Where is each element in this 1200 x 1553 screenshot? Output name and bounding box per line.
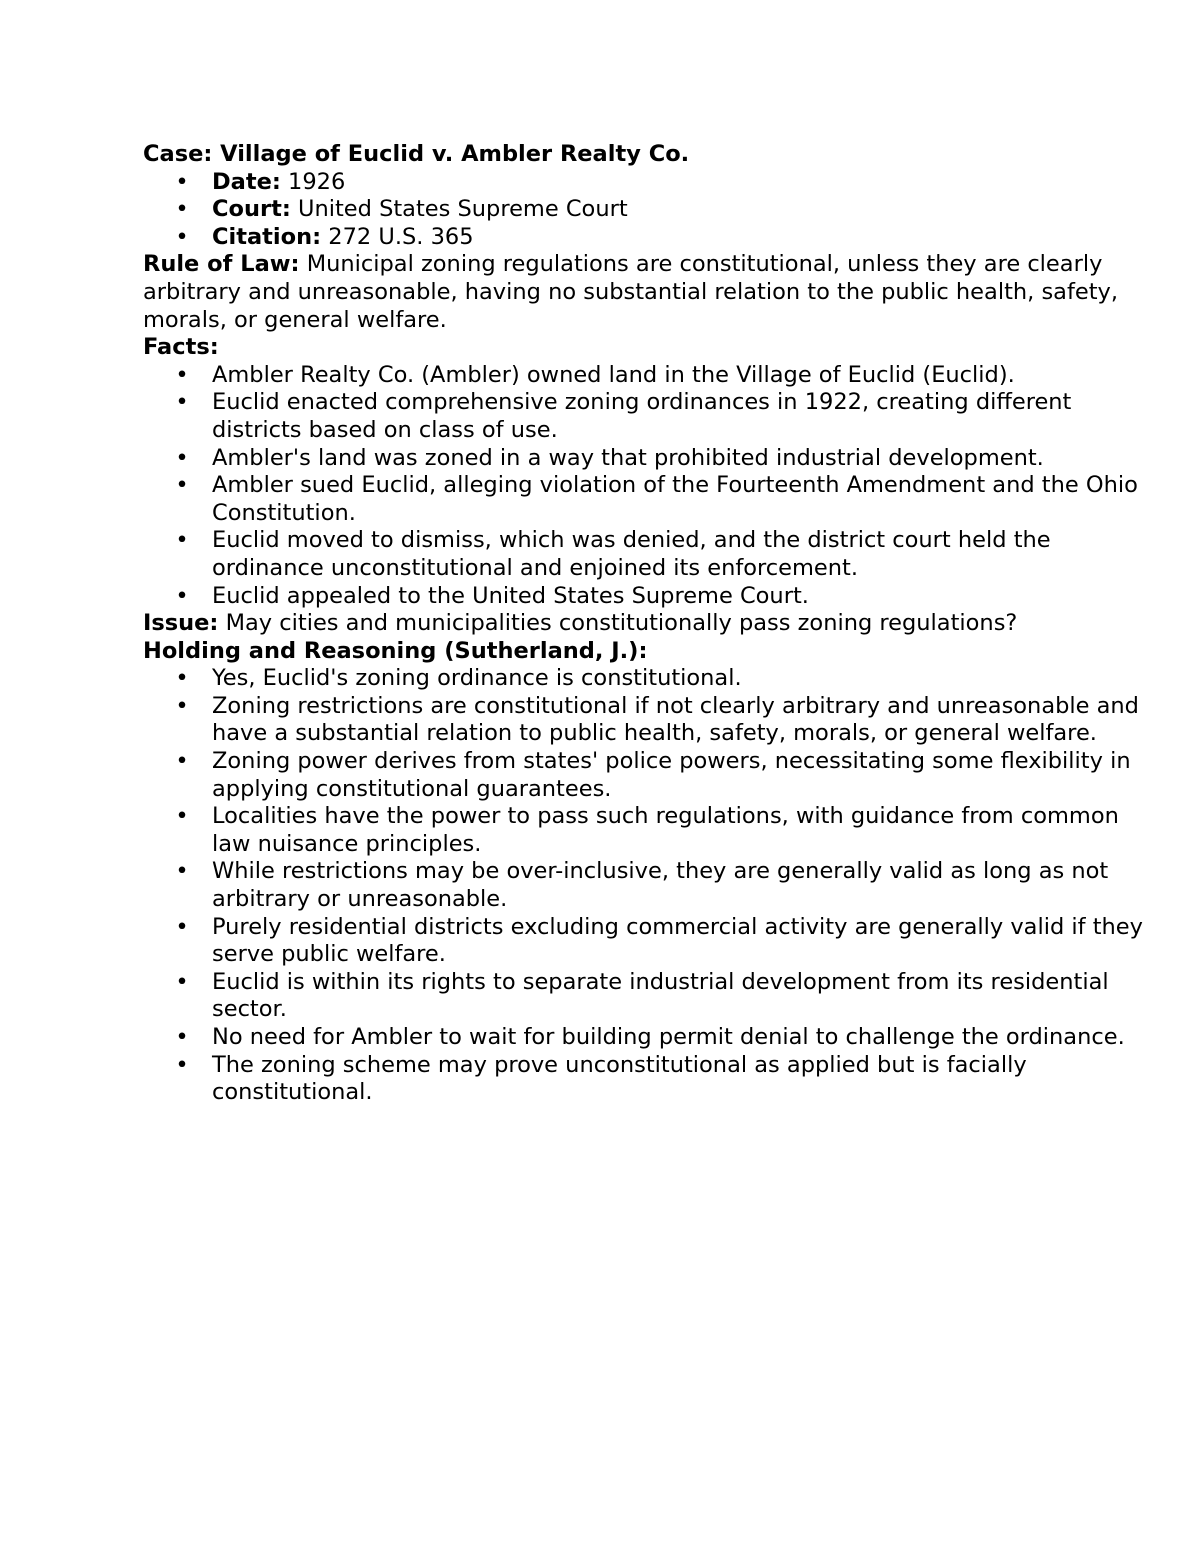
bullet-icon: •: [175, 858, 189, 885]
holding-text: The zoning scheme may prove unconstitutional as applied but is facially constitutional.: [212, 1051, 1027, 1106]
issue-label: Issue:: [143, 610, 219, 637]
holding-text: Localities have the power to pass such regulations, with guidance from common law nuisance principles.: [212, 803, 1119, 857]
list-item: [143, 472, 1143, 527]
fact-text: Ambler's land was zoned in a way that prohibited industrial development.: [212, 444, 1044, 471]
bullet-icon: •: [175, 196, 189, 223]
rule-of-law: [143, 251, 1143, 334]
list-item: [143, 362, 1143, 390]
list-item: [143, 445, 1143, 473]
meta-label: Date:: [212, 168, 281, 195]
meta-value: 1926: [280, 168, 346, 195]
bullet-icon: •: [175, 665, 189, 692]
bullet-icon: •: [175, 968, 189, 995]
meta-item-citation: [143, 224, 1143, 252]
holding-list: [143, 665, 1143, 1107]
bullet-icon: •: [175, 582, 189, 609]
case-meta-list: [143, 169, 1143, 252]
fact-text: Euclid moved to dismiss, which was denied, and the district court held the ordinance unconstitutional and enjoined its enforcement.: [212, 527, 1051, 581]
facts-heading: Facts:: [143, 334, 219, 361]
fact-text: Ambler sued Euclid, alleging violation of the Fourteenth Amendment and the Ohio Constitution.: [212, 472, 1138, 526]
holding-text: Euclid is within its rights to separate industrial development from its residential sector.: [212, 968, 1109, 1023]
holding-text: Zoning restrictions are constitutional if not clearly arbitrary and unreasonable and have a substantial relation to public health, safety, morals, or general welfare.: [212, 692, 1139, 747]
list-item: [143, 1052, 1143, 1107]
meta-value: United States Supreme Court: [290, 196, 628, 223]
meta-label: Court:: [212, 196, 291, 223]
list-item: [143, 583, 1143, 611]
bullet-icon: •: [175, 692, 189, 719]
rule-label: Rule of Law:: [143, 251, 300, 278]
list-item: [143, 1024, 1143, 1052]
rule-text: Municipal zoning regulations are constitutional, unless they are clearly arbitrary and unreasonable, having no substantial relation to the public health, safety, morals, or general welfare.: [143, 251, 1119, 333]
list-item: [143, 914, 1143, 969]
fact-text: Euclid appealed to the United States Supreme Court.: [212, 582, 809, 609]
bullet-icon: •: [175, 1051, 189, 1078]
list-item: [143, 748, 1143, 803]
list-item: [143, 969, 1143, 1024]
bullet-icon: •: [175, 444, 189, 471]
list-item: [143, 693, 1143, 748]
issue-text: May cities and municipalities constitutionally pass zoning regulations?: [218, 610, 1018, 637]
fact-text: Ambler Realty Co. (Ambler) owned land in the Village of Euclid (Euclid).: [212, 361, 1015, 388]
bullet-icon: •: [175, 527, 189, 554]
case-title: Case: Village of Euclid v. Ambler Realty Co.: [143, 141, 690, 167]
issue: [143, 610, 1143, 638]
facts-list: [143, 362, 1143, 610]
list-item: [143, 527, 1143, 582]
list-item: [143, 858, 1143, 913]
holding-text: Yes, Euclid's zoning ordinance is constitutional.: [212, 665, 742, 692]
holding-text: Purely residential districts excluding commercial activity are generally valid if they serve public welfare.: [212, 913, 1143, 968]
meta-item-date: [143, 169, 1143, 197]
bullet-icon: •: [175, 1024, 189, 1050]
holding-text: While restrictions may be over-inclusive, they are generally valid as long as not arbitrary or unreasonable.: [212, 858, 1109, 913]
list-item: [143, 665, 1143, 693]
meta-label: Citation:: [212, 223, 322, 250]
case-brief-document: [143, 141, 1143, 1107]
bullet-icon: •: [175, 389, 189, 416]
bullet-icon: •: [175, 913, 189, 940]
holding-heading: Holding and Reasoning (Sutherland, J.):: [143, 637, 648, 664]
holding-text: No need for Ambler to wait for building permit denial to challenge the ordinance.: [212, 1024, 1125, 1050]
bullet-icon: •: [175, 223, 189, 250]
list-item: [143, 389, 1143, 444]
holding-text: Zoning power derives from states' police powers, necessitating some flexibility in applying constitutional guarantees.: [212, 748, 1131, 802]
bullet-icon: •: [175, 803, 189, 830]
meta-value: 272 U.S. 365: [321, 223, 474, 250]
bullet-icon: •: [175, 748, 189, 775]
meta-item-court: [143, 196, 1143, 224]
bullet-icon: •: [175, 168, 189, 195]
bullet-icon: •: [175, 361, 189, 388]
bullet-icon: •: [175, 472, 189, 499]
list-item: [143, 803, 1143, 858]
fact-text: Euclid enacted comprehensive zoning ordinances in 1922, creating different districts based on class of use.: [212, 389, 1072, 443]
